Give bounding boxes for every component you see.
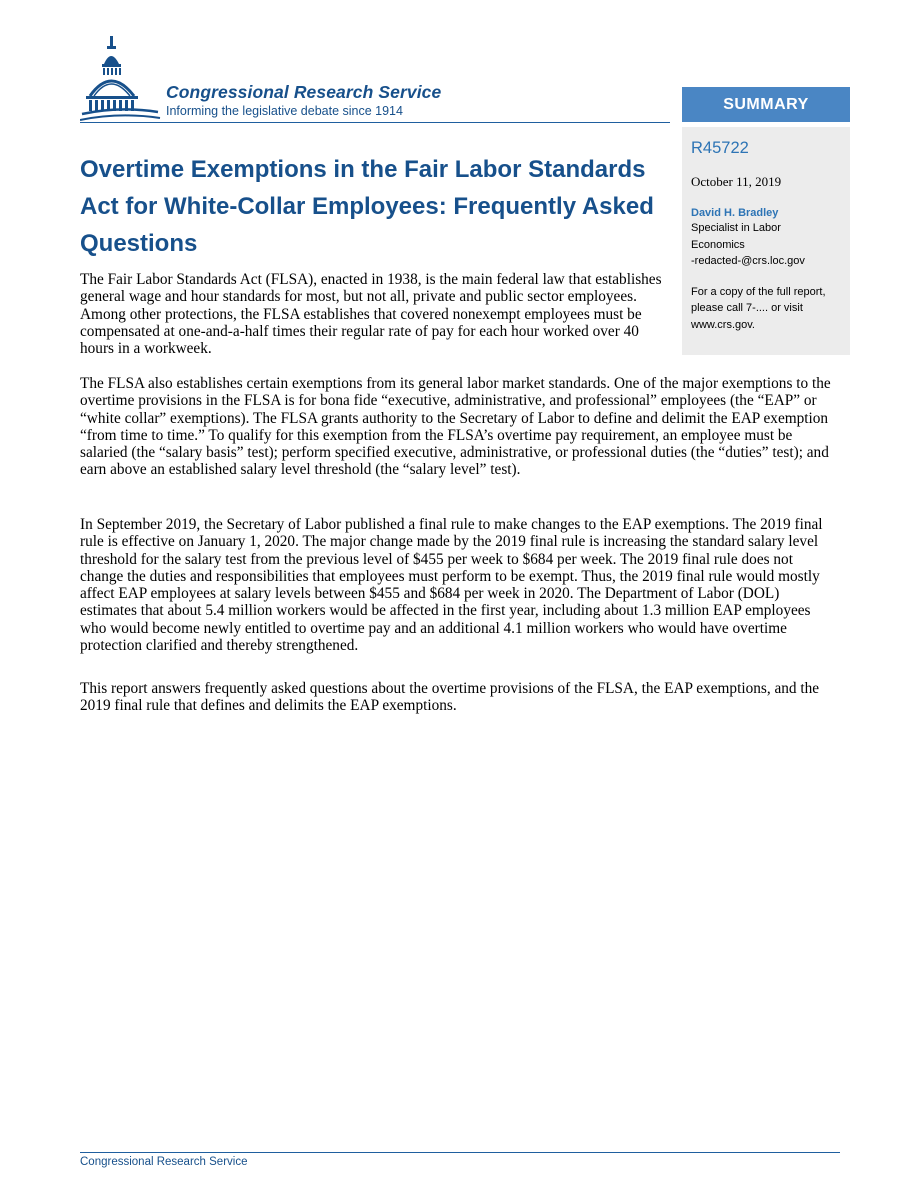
capitol-dome-icon — [80, 34, 162, 122]
author-name: David H. Bradley — [691, 207, 779, 219]
org-name: Congressional Research Service — [166, 82, 442, 102]
report-number: R45722 — [691, 139, 749, 157]
summary-sidebar — [682, 87, 850, 355]
footer-divider — [80, 1152, 840, 1153]
report-title: Overtime Exemptions in the Fair Labor Standards Act for White-Collar Employees: Frequently Asked Questions — [80, 156, 654, 257]
crs-website-link[interactable]: www.crs.gov. — [691, 318, 755, 331]
body-paragraph: The FLSA also establishes certain exemptions from its general labor market standards. One of the major exemptions to the overtime provisions in the FLSA is for bona fide “executive, administrative, and professional” employees (the “EAP” or “white collar” exemptions). The FLSA grants authority to the Secretary of Labor to define and delimit the EAP exemption “from time to time.” To qualify for this exemption from the FLSA’s overtime pay requirement, an employee must be salaried (the “salary basis” test); perform specified executive, administrative, or professional duties (the “duties” test); and earn above an established salary level threshold (the “salary level” test). — [80, 375, 831, 479]
author-title-line2: Economics — [691, 238, 745, 251]
crs-logo[interactable] — [80, 34, 500, 124]
report-date: October 11, 2019 — [691, 174, 782, 189]
copy-note-line1: For a copy of the full report, — [691, 285, 826, 298]
footer-org-name: Congressional Research Service — [80, 1156, 248, 1168]
body-paragraph: This report answers frequently asked questions about the overtime provisions of the FLSA, the EAP exemptions, and the 2019 final rule that defines and delimits the EAP exemptions. — [80, 680, 820, 715]
author-title-line1: Specialist in Labor — [691, 222, 781, 234]
summary-details — [682, 127, 850, 355]
org-tagline: Informing the legislative debate since 1914 — [166, 104, 403, 118]
summary-heading: SUMMARY — [682, 87, 850, 122]
body-paragraph: The Fair Labor Standards Act (FLSA), enacted in 1938, is the main federal law that establishes general wage and hour standards for most, but not all, private and public sector employees. Among other protections, the FLSA establishes that covered nonexempt employees must be compensated at one-and-a-half times their regular rate of pay for each hour worked over 40 hours in a workweek. — [80, 271, 662, 358]
header-divider — [80, 122, 670, 123]
copy-note-line2: please call 7-.... or visit — [691, 302, 803, 314]
body-paragraph: In September 2019, the Secretary of Labor published a final rule to make changes to the EAP exemptions. The 2019 final rule is effective on January 1, 2020. The major change made by the 2019 final rule is increasing the standard salary level threshold for the salary test from the previous level of $455 per week to $684 per week. The 2019 final rule does not change the duties and responsibilities that employees must perform to be exempt. Thus, the 2019 final rule would mostly affect EAP employees at salary levels between $455 and $684 per week in 2020. The Department of Labor (DOL) estimates that about 5.4 million workers would be affected in the first year, including about 1.3 million EAP employees who would become newly entitled to overtime pay and an additional 4.1 million workers who would have overtime protection clarified and thereby strengthened. — [80, 516, 823, 655]
author-email[interactable]: -redacted-@crs.loc.gov — [691, 255, 805, 267]
